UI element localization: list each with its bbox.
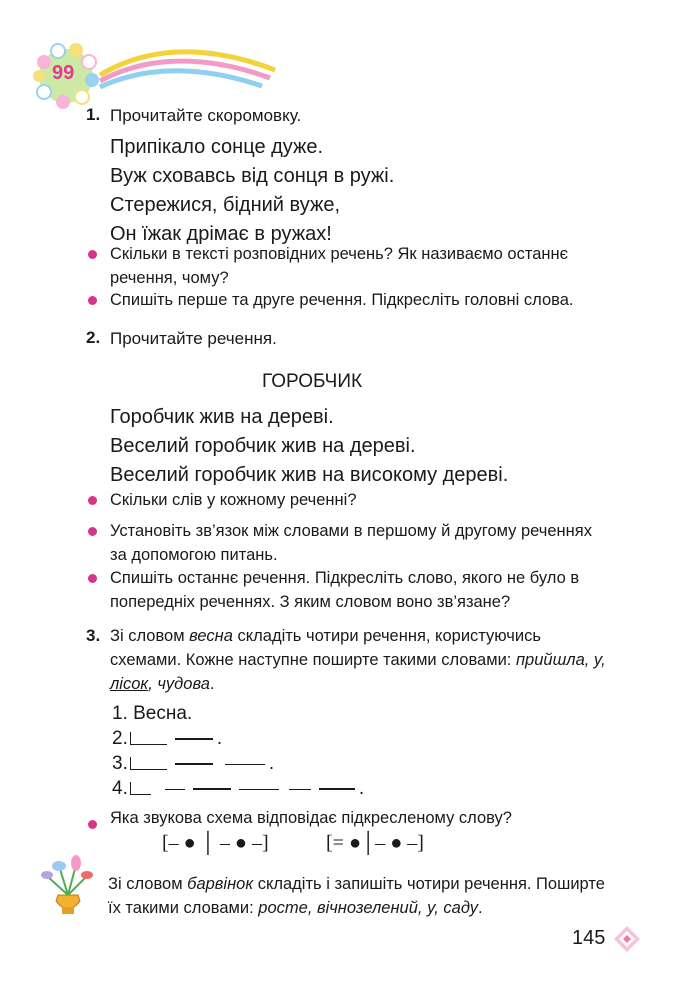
- sentence-line: Веселий горобчик жив на високому дереві.: [110, 464, 509, 486]
- ornament-icon: [613, 925, 641, 953]
- text-title: ГОРОБЧИК: [262, 371, 363, 392]
- sentence-schema-3: 3. .: [112, 753, 275, 774]
- extra-task: Зі словом барвінок складіть і запишіть чотири речення. Поширте їх такими словами: росте, вічнозелений, у, саду.: [108, 875, 605, 917]
- page-number: 145: [572, 927, 606, 949]
- exercise-2-question-3: Спишіть останнє речення. Підкресліть слово, якого не було в попередніх реченнях. З яким словом воно зв’язане?: [110, 569, 580, 611]
- sentence-schema-4: 4. .: [112, 778, 365, 799]
- poem-line: Он їжак дрімає в ружах!: [110, 223, 332, 245]
- sound-scheme-1: [– ● │ – ● –]: [162, 832, 269, 854]
- exercise-3-question: Яка звукова схема відповідає підкресленому слову?: [110, 809, 512, 827]
- sentence-line: Горобчик жив на дереві.: [110, 406, 334, 428]
- exercise-3-number: 3.: [86, 626, 101, 645]
- bullet-icon: [88, 527, 97, 536]
- lesson-number: 99: [52, 62, 75, 84]
- flower-vase-icon: [38, 855, 98, 917]
- bullet-icon: [88, 296, 97, 305]
- bullet-icon: [88, 496, 97, 505]
- exercise-1-question-1: Скільки в тексті розповідних речень? Як називаємо останнє речення, чому?: [110, 245, 569, 287]
- exercise-2-question-1: Скільки слів у кожному реченні?: [110, 491, 357, 509]
- bullet-icon: [88, 574, 97, 583]
- sentence-schema-1: 1. Весна.: [112, 703, 193, 724]
- exercise-1-number: 1.: [86, 105, 101, 124]
- exercise-1-question-2: Спишіть перше та друге речення. Підкресліть головні слова.: [110, 291, 574, 309]
- exercise-1-instruction: Прочитайте скоромовку.: [110, 106, 302, 125]
- bullet-icon: [88, 250, 97, 259]
- bullet-icon: [88, 820, 97, 829]
- sentences-block: [110, 403, 508, 490]
- sound-scheme-2: [= ●│– ● –]: [326, 832, 424, 854]
- exercise-2-number: 2.: [86, 328, 101, 347]
- sentence-line: Веселий горобчик жив на дереві.: [110, 435, 416, 457]
- poem-line: Стережися, бідний вуже,: [110, 194, 340, 216]
- exercise-2-question-2: Установіть зв’язок між словами в першому й другому реченнях за допомогою питань.: [110, 522, 592, 564]
- exercise-2-instruction: Прочитайте речення.: [110, 329, 277, 348]
- tongue-twister: [110, 133, 394, 249]
- sentence-schema-2: 2. .: [112, 728, 223, 749]
- poem-line: Вуж сховавсь від сонця в ружі.: [110, 165, 395, 187]
- poem-line: Припікало сонце дуже.: [110, 136, 324, 158]
- exercise-3-instruction: Зі словом весна складіть чотири речення, користуючись схемами. Кожне наступне поширте такими словами: прийшла, у, лісок, чудова.: [110, 627, 606, 693]
